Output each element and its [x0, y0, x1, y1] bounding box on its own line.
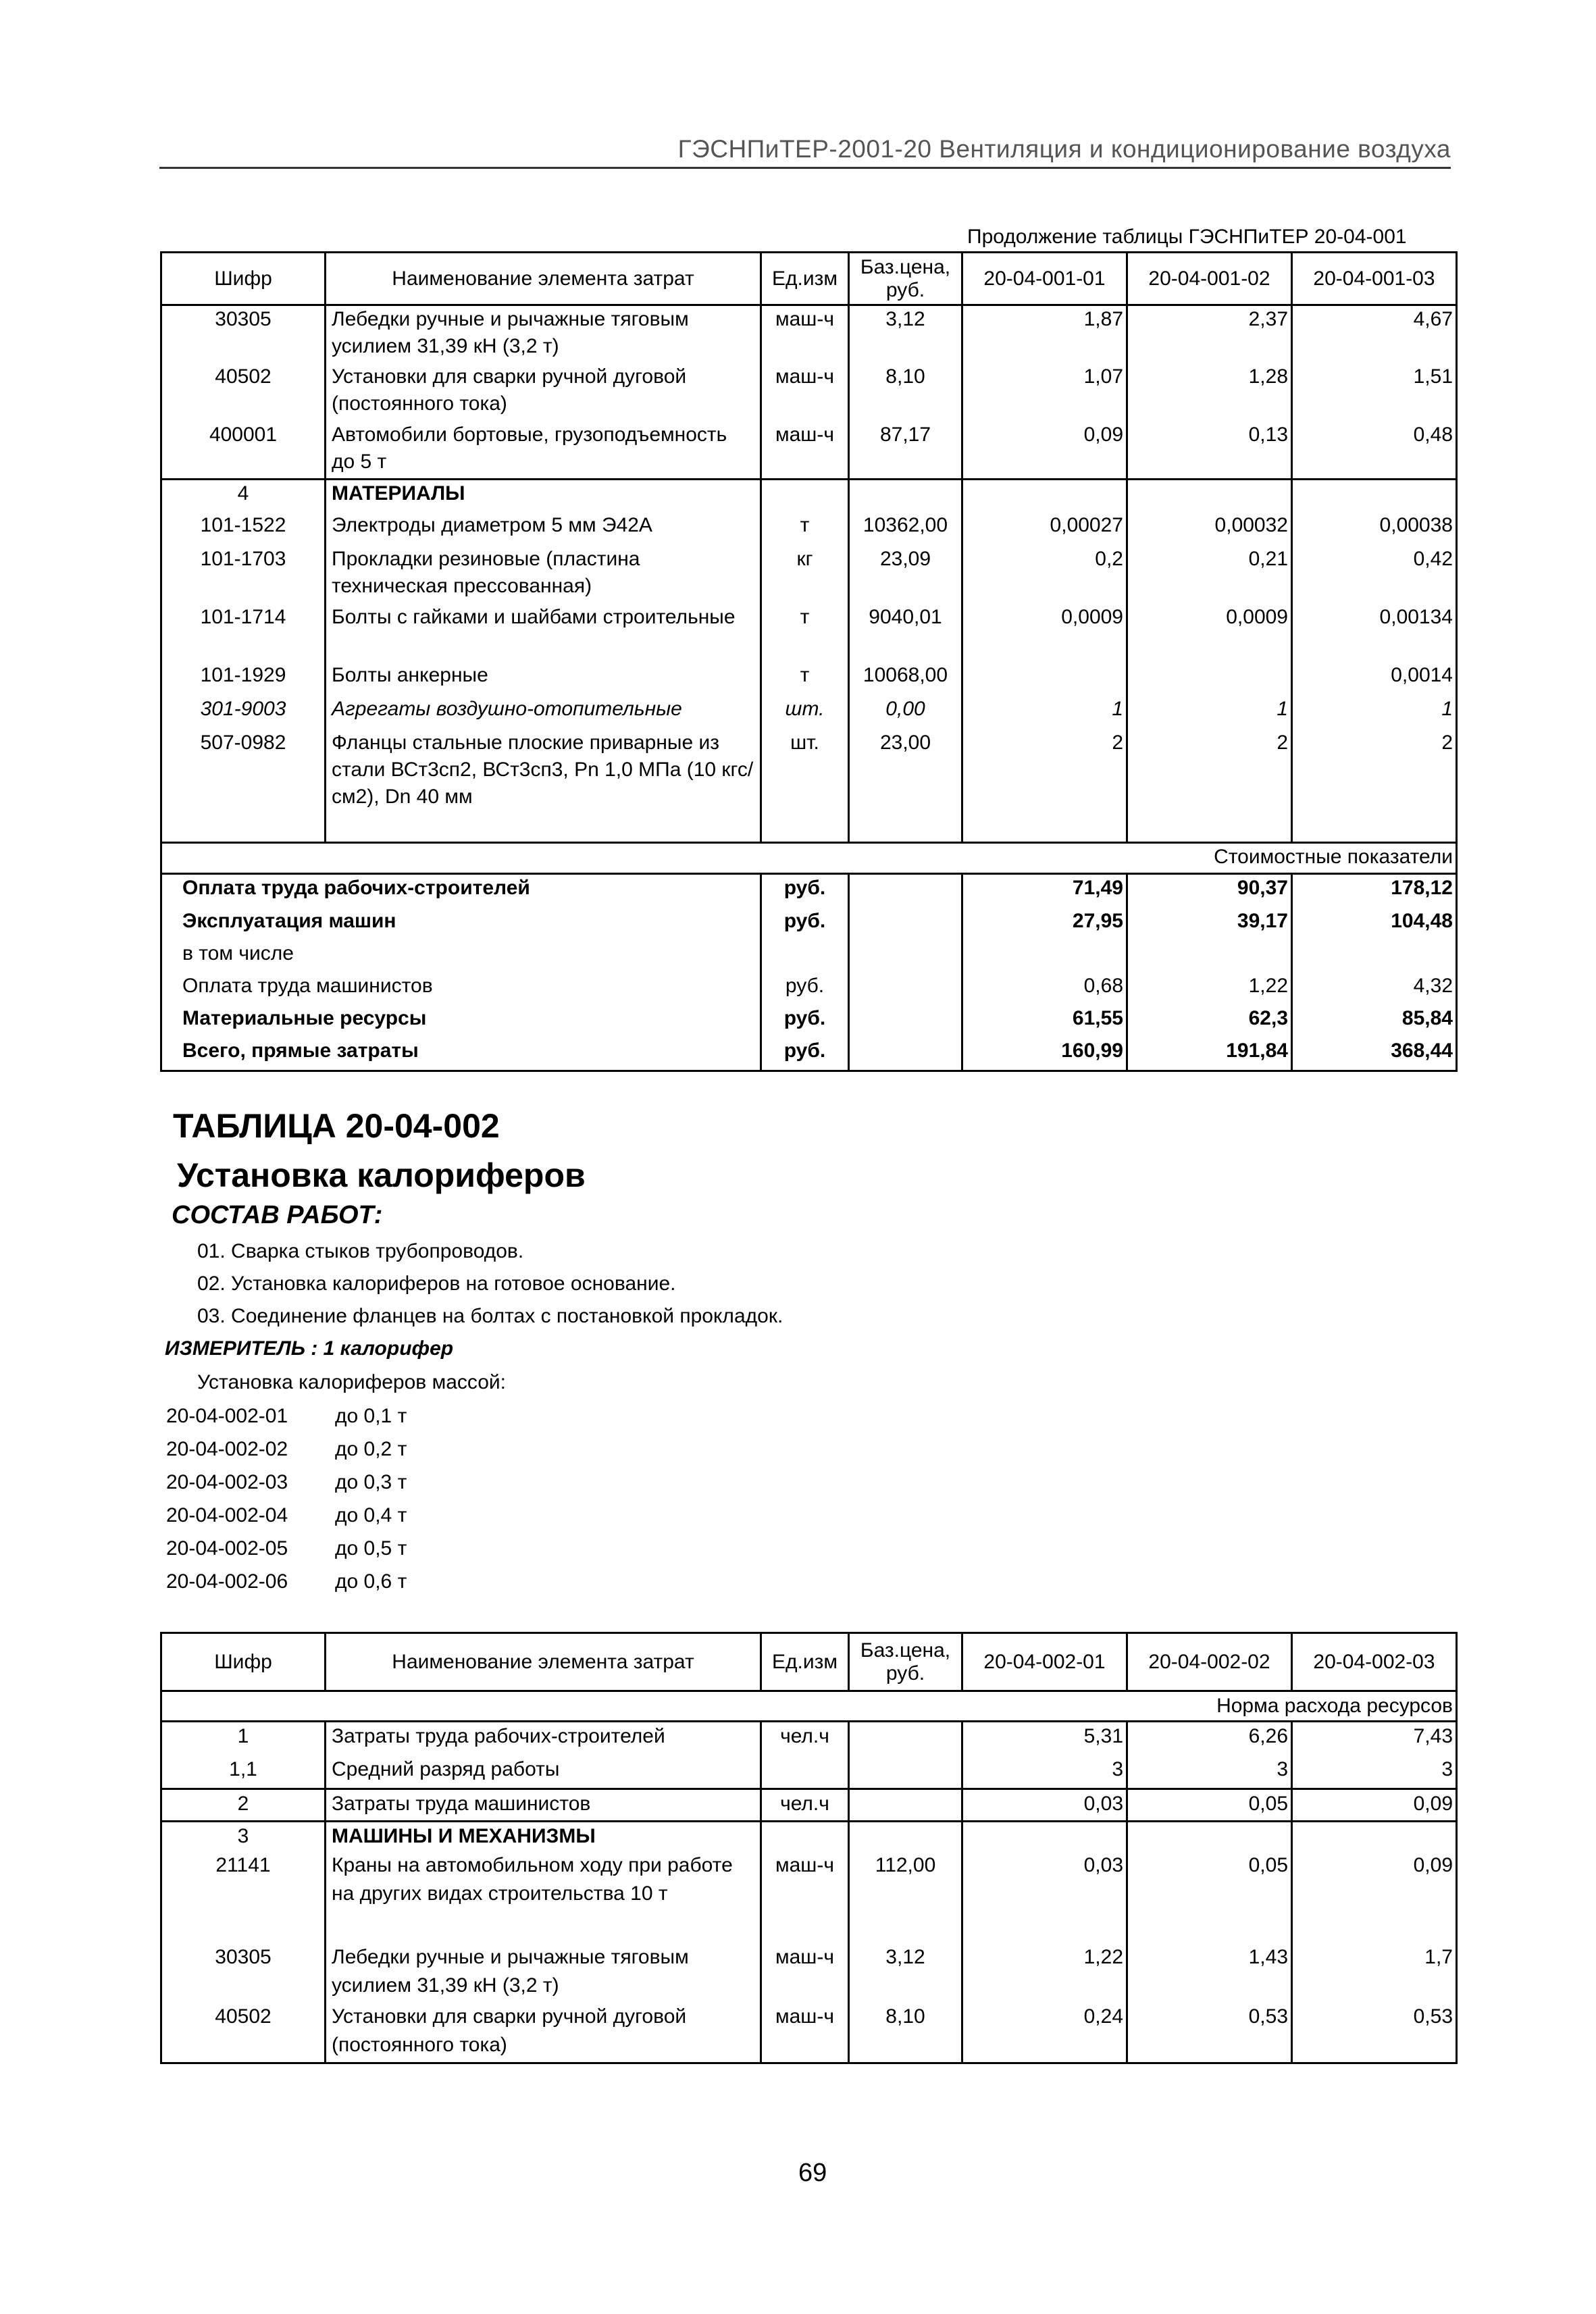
cell-unit: шт. [761, 729, 849, 843]
table-row [161, 1943, 1457, 2003]
table-row [161, 546, 1457, 604]
cell-v3: 0,0014 [1292, 662, 1457, 696]
cell-v1: 5,31 [962, 1722, 1127, 1755]
table-row [161, 1755, 1457, 1789]
mass-code: 20-04-002-06 [166, 1570, 288, 1593]
cost-v1: 61,55 [962, 1005, 1127, 1037]
cell-v1: 1,22 [962, 1943, 1127, 2003]
col-header-name: Наименование элемента затрат [326, 1633, 761, 1691]
cell-unit: маш-ч [761, 421, 849, 480]
cell-unit: шт. [761, 696, 849, 729]
cell-v2: 0,21 [1127, 546, 1292, 604]
col-header-v3: 20-04-001-03 [1292, 253, 1457, 305]
cost-row [161, 874, 1457, 908]
table-row [161, 2003, 1457, 2063]
running-header: ГЭСНПиТЕР-2001-20 Вентиляция и кондиционирование воздуха [159, 130, 1451, 169]
mass-code: 20-04-002-03 [166, 1471, 288, 1493]
col-header-price: Баз.цена, руб. [849, 1633, 962, 1691]
cell-v3: 0,48 [1292, 421, 1457, 480]
cell-price: 23,00 [849, 729, 962, 843]
col-header-code: Шифр [161, 1633, 326, 1691]
cell-name: Установки для сварки ручной дуговой (постоянного тока) [326, 2003, 761, 2063]
cell-price: 87,17 [849, 421, 962, 480]
table-row [161, 662, 1457, 696]
cost-v3: 4,32 [1292, 973, 1457, 1005]
col-header-unit: Ед.изм [761, 253, 849, 305]
mass-item [166, 1471, 407, 1494]
page-number: 69 [798, 2159, 827, 2187]
cost-v3: 85,84 [1292, 1005, 1457, 1037]
cell-name: Прокладки резиновые (пластина техническая прессованная) [326, 546, 761, 604]
cell-price: 3,12 [849, 305, 962, 363]
mass-code: 20-04-002-04 [166, 1504, 288, 1526]
section-heading: МАШИНЫ И МЕХАНИЗМЫ [326, 1822, 761, 1851]
mass-value: до 0,5 т [335, 1537, 407, 1560]
cell-name: Краны на автомобильном ходу при работе на других видах строительства 10 т [326, 1851, 761, 1943]
col-header-code: Шифр [161, 253, 326, 305]
cost-name: Оплата труда рабочих-строителей [161, 874, 761, 908]
cell-name: Лебедки ручные и рычажные тяговым усилием 31,39 кН (3,2 т) [326, 305, 761, 363]
cell-v3: 0,09 [1292, 1851, 1457, 1943]
table-row [161, 729, 1457, 843]
cell-v2: 1,43 [1127, 1943, 1292, 2003]
cell-v1: 1,87 [962, 305, 1127, 363]
cell-price: 8,10 [849, 2003, 962, 2063]
table-row-section [161, 480, 1457, 512]
cell-price: 10362,00 [849, 512, 962, 546]
section-heading: МАТЕРИАЛЫ [326, 480, 761, 512]
cell-code: 30305 [161, 305, 326, 363]
cell-name: Затраты труда рабочих-строителей [326, 1722, 761, 1755]
cell-v1: 1,07 [962, 363, 1127, 421]
col-header-price: Баз.цена, руб. [849, 253, 962, 305]
mass-item [166, 1504, 407, 1527]
cell-code: 1 [161, 1722, 326, 1755]
cell-v1: 0,09 [962, 421, 1127, 480]
cost-row [161, 1037, 1457, 1071]
table-row [161, 1789, 1457, 1822]
cell-unit: чел.ч [761, 1789, 849, 1822]
cell-code: 101-1929 [161, 662, 326, 696]
cell-v3: 3 [1292, 1755, 1457, 1789]
cost-v1: 27,95 [962, 908, 1127, 940]
cell-v2: 0,00032 [1127, 512, 1292, 546]
cost-v1: 160,99 [962, 1037, 1127, 1071]
cost-name: Эксплуатация машин [161, 908, 761, 940]
cell-v3: 1,51 [1292, 363, 1457, 421]
cost-v3: 104,48 [1292, 908, 1457, 940]
cell-code: 40502 [161, 2003, 326, 2063]
cell-unit: кг [761, 546, 849, 604]
cell-v2: 3 [1127, 1755, 1292, 1789]
cell-v2: 0,05 [1127, 1851, 1292, 1943]
cell-v2: 0,53 [1127, 2003, 1292, 2063]
cell-name: Автомобили бортовые, грузоподъемность до 5 т [326, 421, 761, 480]
cell-v3: 0,00038 [1292, 512, 1457, 546]
mass-item [166, 1438, 407, 1461]
cell-price: 10068,00 [849, 662, 962, 696]
table-row [161, 305, 1457, 363]
cost-name: Всего, прямые затраты [161, 1037, 761, 1071]
cost-unit: руб. [761, 973, 849, 1005]
table1-header-row [161, 253, 1457, 305]
cost-name: Материальные ресурсы [161, 1005, 761, 1037]
table-row-section [161, 1822, 1457, 1851]
work-item: 03. Соединение фланцев на болтах с постановкой прокладок. [197, 1305, 783, 1327]
col-header-v2: 20-04-001-02 [1127, 253, 1292, 305]
cell-name: Лебедки ручные и рычажные тяговым усилием 31,39 кН (3,2 т) [326, 1943, 761, 2003]
mass-code: 20-04-002-05 [166, 1537, 288, 1560]
cell-unit: маш-ч [761, 1851, 849, 1943]
cell-code: 301-9003 [161, 696, 326, 729]
cell-code: 2 [161, 1789, 326, 1822]
table-row [161, 696, 1457, 729]
mass-code: 20-04-002-02 [166, 1438, 288, 1460]
cell-price: 8,10 [849, 363, 962, 421]
cell-price: 23,09 [849, 546, 962, 604]
cell-unit: т [761, 604, 849, 662]
cell-v3: 1 [1292, 696, 1457, 729]
cost-unit: руб. [761, 1005, 849, 1037]
table-row [161, 1851, 1457, 1943]
cell-unit: маш-ч [761, 363, 849, 421]
work-item: 01. Сварка стыков трубопроводов. [197, 1240, 524, 1262]
cell-v1: 0,0009 [962, 604, 1127, 662]
works-title: СОСТАВ РАБОТ: [172, 1201, 383, 1229]
table2-header-row [161, 1633, 1457, 1691]
cell-name: Установки для сварки ручной дуговой (постоянного тока) [326, 363, 761, 421]
cell-v3: 1,7 [1292, 1943, 1457, 2003]
cell-v2: 2,37 [1127, 305, 1292, 363]
table2 [160, 1632, 1458, 2064]
mass-code: 20-04-002-01 [166, 1405, 288, 1427]
cost-v3: 368,44 [1292, 1037, 1457, 1071]
cell-v3: 4,67 [1292, 305, 1457, 363]
cell-v1 [962, 662, 1127, 696]
col-header-v1: 20-04-002-01 [962, 1633, 1127, 1691]
cell-unit: чел.ч [761, 1722, 849, 1755]
cell-v2: 6,26 [1127, 1722, 1292, 1755]
cell-v2: 1 [1127, 696, 1292, 729]
cell-v1: 2 [962, 729, 1127, 843]
cell-v3: 0,42 [1292, 546, 1457, 604]
cell-v1: 0,03 [962, 1851, 1127, 1943]
cell-unit: маш-ч [761, 1943, 849, 2003]
cell-v2: 1,28 [1127, 363, 1292, 421]
cell-v3: 0,00134 [1292, 604, 1457, 662]
cell-code: 400001 [161, 421, 326, 480]
mass-value: до 0,1 т [335, 1405, 407, 1427]
cell-code: 1,1 [161, 1755, 326, 1789]
col-header-v2: 20-04-002-02 [1127, 1633, 1292, 1691]
cost-v2: 90,37 [1127, 874, 1292, 908]
cost-v1: 0,68 [962, 973, 1127, 1005]
cell-code: 40502 [161, 363, 326, 421]
cell-unit: маш-ч [761, 305, 849, 363]
table-row [161, 421, 1457, 480]
cell-v3: 0,53 [1292, 2003, 1457, 2063]
cost-unit: руб. [761, 1037, 849, 1071]
cost-v2: 191,84 [1127, 1037, 1292, 1071]
cell-v2: 2 [1127, 729, 1292, 843]
work-item: 02. Установка калориферов на готовое основание. [197, 1272, 676, 1295]
table1-caption: Продолжение таблицы ГЭСНПиТЕР 20-04-001 [967, 226, 1407, 248]
cell-v2: 0,05 [1127, 1789, 1292, 1822]
cell-code: 507-0982 [161, 729, 326, 843]
cell-name: Болты с гайками и шайбами строительные [326, 604, 761, 662]
cell-name: Средний разряд работы [326, 1755, 761, 1789]
cell-name: Затраты труда машинистов [326, 1789, 761, 1822]
table1 [160, 251, 1458, 1072]
cell-name: Болты анкерные [326, 662, 761, 696]
table-row [161, 363, 1457, 421]
col-header-v3: 20-04-002-03 [1292, 1633, 1457, 1691]
cost-row [161, 908, 1457, 940]
cell-price: 3,12 [849, 1943, 962, 2003]
mass-value: до 0,6 т [335, 1570, 407, 1593]
cost-v1: 71,49 [962, 874, 1127, 908]
cell-name: Агрегаты воздушно-отопительные [326, 696, 761, 729]
cell-price [849, 1755, 962, 1789]
cell-code: 4 [161, 480, 326, 512]
mass-item [166, 1537, 407, 1560]
cell-v1: 0,00027 [962, 512, 1127, 546]
cell-v1: 1 [962, 696, 1127, 729]
cell-code: 101-1714 [161, 604, 326, 662]
col-header-v1: 20-04-001-01 [962, 253, 1127, 305]
cell-v2: 0,0009 [1127, 604, 1292, 662]
cell-price [849, 1722, 962, 1755]
cell-price: 9040,01 [849, 604, 962, 662]
cell-v1: 3 [962, 1755, 1127, 1789]
table-row [161, 512, 1457, 546]
mass-title: Установка калориферов массой: [197, 1371, 507, 1393]
cell-unit: т [761, 512, 849, 546]
mass-value: до 0,4 т [335, 1504, 407, 1526]
cost-unit: руб. [761, 874, 849, 908]
cost-v3: 178,12 [1292, 874, 1457, 908]
mass-value: до 0,3 т [335, 1471, 407, 1493]
norm-caption-row [161, 1691, 1457, 1722]
cost-caption-row [161, 843, 1457, 874]
cell-code: 101-1522 [161, 512, 326, 546]
cell-code: 30305 [161, 1943, 326, 2003]
cell-unit: т [761, 662, 849, 696]
cost-row [161, 1005, 1457, 1037]
cell-price: 0,00 [849, 696, 962, 729]
cell-code: 101-1703 [161, 546, 326, 604]
table-subtitle: Установка калориферов [177, 1156, 586, 1194]
meter-label: ИЗМЕРИТЕЛЬ : 1 калорифер [165, 1337, 454, 1360]
table-title: ТАБЛИЦА 20-04-002 [173, 1107, 500, 1145]
col-header-name: Наименование элемента затрат [326, 253, 761, 305]
cell-name: Электроды диаметром 5 мм Э42А [326, 512, 761, 546]
cell-v3: 2 [1292, 729, 1457, 843]
cell-code: 3 [161, 1822, 326, 1851]
cell-v1: 0,24 [962, 2003, 1127, 2063]
cell-v1: 0,2 [962, 546, 1127, 604]
cost-caption: Стоимостные показатели [161, 843, 1457, 874]
cost-name: в том числе [161, 940, 761, 973]
table-row [161, 1722, 1457, 1755]
cost-name: Оплата труда машинистов [161, 973, 761, 1005]
cell-unit [761, 1755, 849, 1789]
cost-row [161, 940, 1457, 973]
cost-v2: 62,3 [1127, 1005, 1292, 1037]
cell-v3: 0,09 [1292, 1789, 1457, 1822]
cell-price: 112,00 [849, 1851, 962, 1943]
cell-v2: 0,13 [1127, 421, 1292, 480]
norm-caption: Норма расхода ресурсов [161, 1691, 1457, 1722]
cost-row [161, 973, 1457, 1005]
mass-item [166, 1570, 407, 1593]
cell-code: 21141 [161, 1851, 326, 1943]
cell-price [849, 1789, 962, 1822]
cost-v2: 39,17 [1127, 908, 1292, 940]
table-row [161, 604, 1457, 662]
cell-v1: 0,03 [962, 1789, 1127, 1822]
mass-value: до 0,2 т [335, 1438, 407, 1460]
cell-v3: 7,43 [1292, 1722, 1457, 1755]
cost-v2: 1,22 [1127, 973, 1292, 1005]
cost-unit: руб. [761, 908, 849, 940]
cell-unit: маш-ч [761, 2003, 849, 2063]
cell-name: Фланцы стальные плоские приварные из стали ВСт3сп2, ВСт3сп3, Pn 1,0 МПа (10 кгс/см2), Dn 40 мм [326, 729, 761, 843]
col-header-unit: Ед.изм [761, 1633, 849, 1691]
mass-item [166, 1405, 407, 1428]
cell-v2 [1127, 662, 1292, 696]
